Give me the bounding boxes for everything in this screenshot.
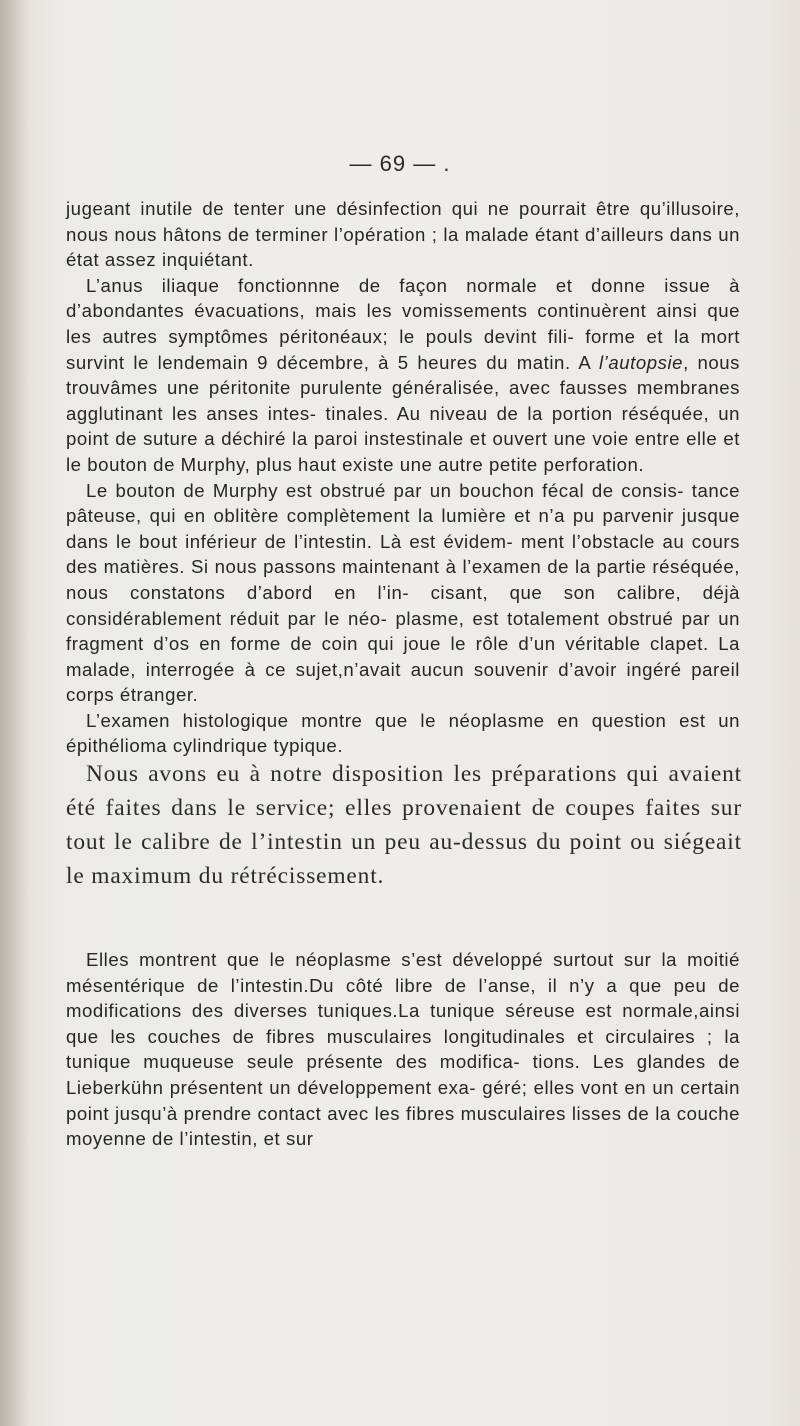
text-block-findings xyxy=(66,947,740,1152)
paragraph-clinical-course-part2: , nous trouvâmes une péritonite purulente généralisée, avec fausses membranes agglutinant les anses intes- tinales. Au niveau de la portion réséquée, un point de suture a déchiré la paroi instestinale et ouvert une voie entre elle et le bouton de Murphy, plus haut existe une autre petite perforation. xyxy=(66,351,741,475)
paragraph-clinical-course-italic: l’autopsie xyxy=(599,351,684,373)
paragraph-murphy-button: Le bouton de Murphy est obstrué par un bouchon fécal de consis- tance pâteuse, qui en oblitère complètement la lumière et n’a pu parvenir jusque dans le bout inférieur de l’intestin. Là est évidem- ment l’obstacle au cours des matières. Si nous passons maintenant à l’examen de la partie réséquée, nous constatons d’abord en l’in- cisant, que son calibre, déjà considérablement réduit par le néo- plasme, est totalement obstrué par un fragment d’os en forme de coin qui joue le rôle d’un véritable clapet. La malade, interrogée à ce sujet,n’avait aucun souvenir d’avoir ingéré pareil corps étranger. xyxy=(66,479,740,706)
paragraph-clinical-course xyxy=(66,273,740,478)
paragraph-histology: L’examen histologique montre que le néoplasme en question est un épithélioma cylindrique typique. xyxy=(66,709,740,757)
paragraph-continuation: jugeant inutile de tenter une désinfection qui ne pourrait être qu’illusoire, nous nous hâtons de terminer l’opération ; la malade étant d’ailleurs dans un état assez inquiétant. xyxy=(66,198,740,271)
paragraph-preparations: Nous avons eu à notre disposition les préparations qui avaient été faites dans le service; elles provenaient de coupes faites sur tout le calibre de l’intestin un peu au-dessus du point ou siégeait le maximum du rétrécissement. xyxy=(66,761,742,889)
page-number: — 69 — . xyxy=(349,151,451,176)
page-edge-shadow xyxy=(0,0,30,1426)
text-block-typed-report xyxy=(66,196,740,759)
paragraph-findings: Elles montrent que le néoplasme s’est développé surtout sur la moitié mésentérique de l’intestin.Du côté libre de l’anse, il n’y a que peu de modifications des diverses tuniques.La tunique séreuse est normale,ainsi que les couches de fibres musculaires longitudinales et circulaires ; la tunique muqueuse seule présente des modifica- tions. Les glandes de Lieberkühn présentent un développement exa- géré; elles vont en un certain point jusqu’à prendre contact avec les fibres musculaires lisses de la couche moyenne de l’intestin, et sur xyxy=(66,949,740,1150)
paragraph-clinical-course-part1: L’anus iliaque fonctionnne de façon normale et donne issue à d’abondantes évacuations, mais les vomissements continuèrent ainsi que les autres symptômes péritonéaux; le pouls devint fili- forme et la mort survint le lendemain 9 décembre, à 5 heures du matin. A xyxy=(66,274,740,373)
text-block-preparations xyxy=(66,757,742,893)
